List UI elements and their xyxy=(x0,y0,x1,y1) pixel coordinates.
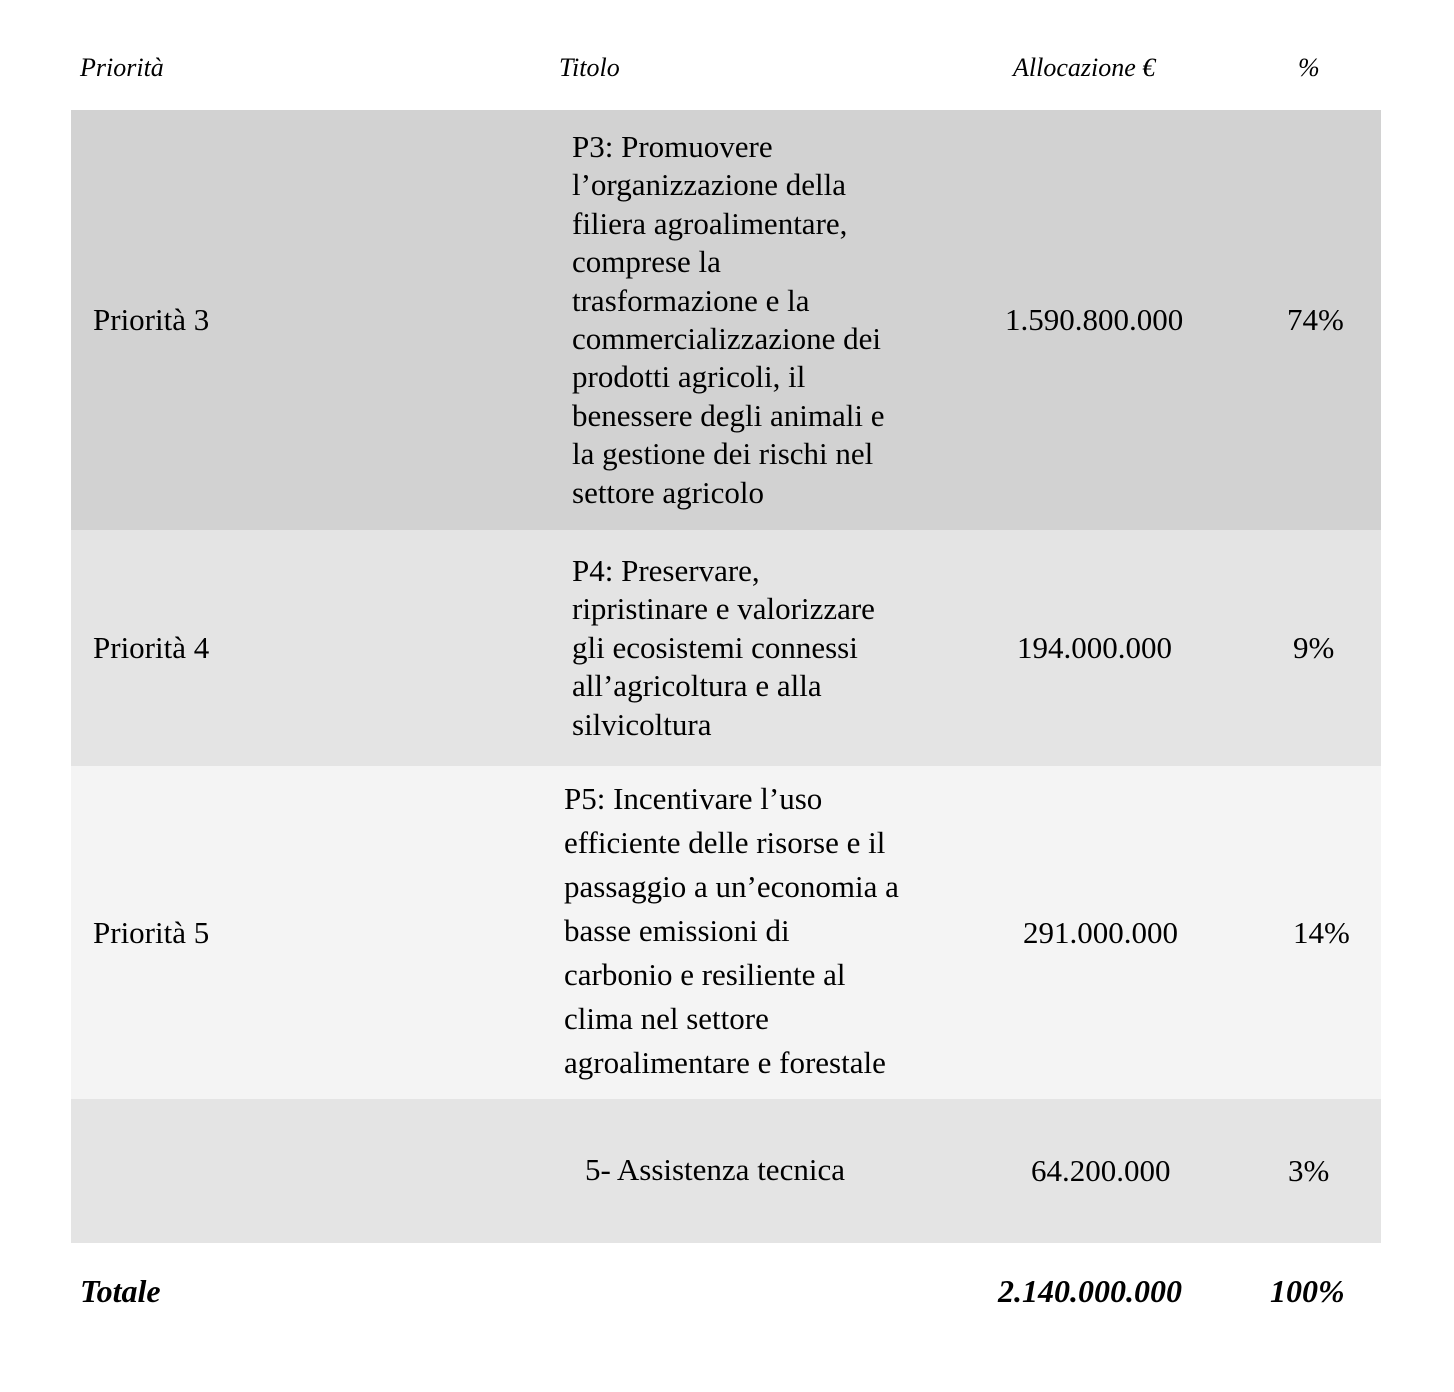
title-line: prodotti agricoli, il xyxy=(572,359,806,395)
row-title xyxy=(585,1151,845,1189)
row-allocation: 194.000.000 xyxy=(1017,629,1172,665)
title-line: clima nel settore xyxy=(564,1001,769,1036)
row-title xyxy=(564,777,899,1085)
total-percent: 100% xyxy=(1270,1273,1345,1309)
title-line: agroalimentare e forestale xyxy=(564,1045,886,1080)
table-row xyxy=(71,530,1381,766)
title-line: passaggio a un’economia a xyxy=(564,869,899,904)
row-priority: Priorità 5 xyxy=(93,914,210,950)
total-label: Totale xyxy=(80,1273,161,1309)
table-row xyxy=(71,110,1381,530)
title-line: 5- Assistenza tecnica xyxy=(585,1152,845,1187)
title-line: silvicoltura xyxy=(572,706,712,742)
row-percent: 3% xyxy=(1288,1152,1330,1188)
title-line: efficiente delle risorse e il xyxy=(564,825,886,860)
title-line: P3: Promuovere xyxy=(572,129,773,164)
header-title: Titolo xyxy=(559,53,620,82)
title-line: commercializzazione dei xyxy=(572,321,881,357)
title-line: comprese la xyxy=(572,244,721,280)
title-line: all’agricoltura e alla xyxy=(572,668,822,704)
title-line: carbonio e resiliente al xyxy=(564,957,846,992)
row-percent: 9% xyxy=(1293,629,1335,665)
row-allocation: 64.200.000 xyxy=(1031,1152,1171,1188)
title-line: P4: Preservare, xyxy=(572,553,760,588)
title-line: filiera agroalimentare, xyxy=(572,205,848,241)
row-title xyxy=(572,128,884,512)
row-priority: Priorità 3 xyxy=(93,301,210,337)
row-percent: 14% xyxy=(1293,914,1350,950)
total-allocation: 2.140.000.000 xyxy=(998,1273,1182,1309)
title-line: ripristinare e valorizzare xyxy=(572,591,875,627)
header-allocation: Allocazione € xyxy=(1013,53,1156,82)
table-row xyxy=(71,766,1381,1099)
header-percent: % xyxy=(1298,53,1320,82)
title-line: basse emissioni di xyxy=(564,913,790,948)
title-line: trasformazione e la xyxy=(572,282,810,318)
title-line: l’organizzazione della xyxy=(572,167,846,203)
title-line: gli ecosistemi connessi xyxy=(572,629,858,665)
table-row xyxy=(71,1099,1381,1243)
title-line: la gestione dei rischi nel xyxy=(572,436,874,472)
title-line: benessere degli animali e xyxy=(572,397,885,433)
row-allocation: 291.000.000 xyxy=(1023,914,1178,950)
row-percent: 74% xyxy=(1287,301,1344,337)
row-title xyxy=(572,552,875,744)
header-priority: Priorità xyxy=(80,53,164,82)
row-allocation: 1.590.800.000 xyxy=(1005,301,1184,337)
title-line: settore agricolo xyxy=(572,474,764,510)
title-line: P5: Incentivare l’uso xyxy=(564,781,823,816)
row-priority: Priorità 4 xyxy=(93,629,210,665)
